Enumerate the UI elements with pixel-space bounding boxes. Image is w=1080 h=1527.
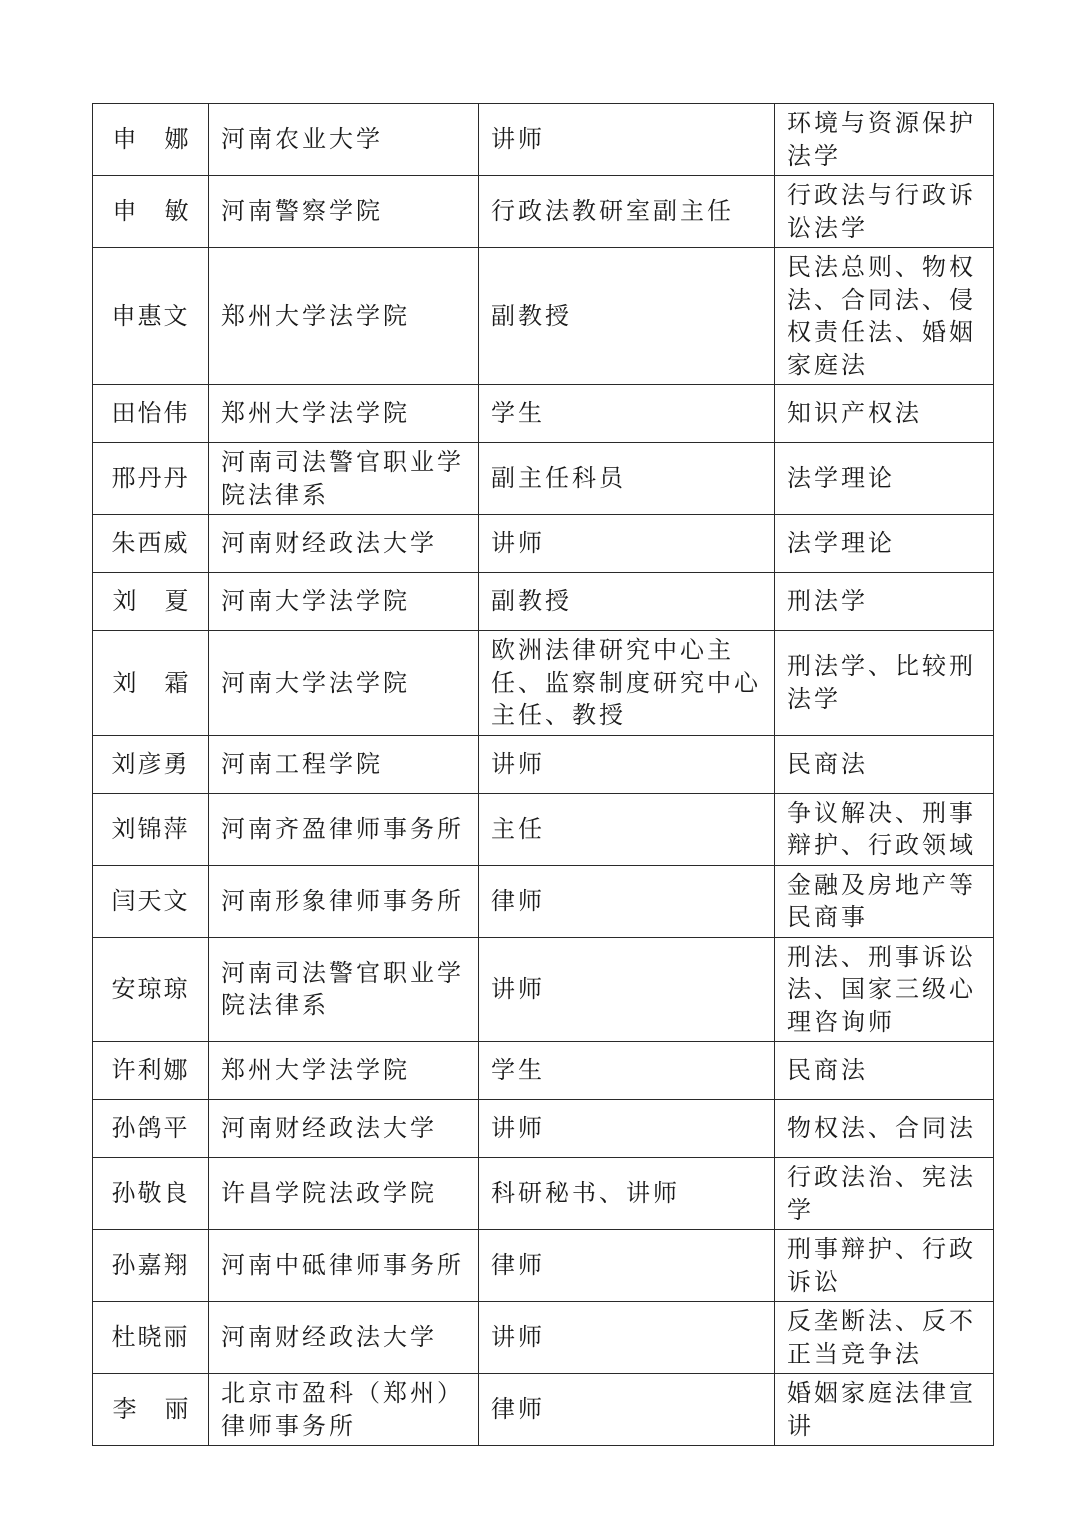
org-cell: 河南司法警官职业学院法律系: [209, 443, 479, 515]
table-row: [93, 865, 994, 937]
org-cell: 北京市盈科（郑州）律师事务所: [209, 1374, 479, 1446]
org-cell: 河南工程学院: [209, 735, 479, 793]
title-cell: 律师: [479, 865, 775, 937]
table-row: [93, 1100, 994, 1158]
roster-table: [92, 103, 994, 1446]
field-cell: 知识产权法: [775, 385, 994, 443]
field-cell: 反垄断法、反不正当竞争法: [775, 1302, 994, 1374]
org-cell: 河南形象律师事务所: [209, 865, 479, 937]
field-cell: 行政法与行政诉讼法学: [775, 176, 994, 248]
table-row: [93, 1158, 994, 1230]
title-cell: 副教授: [479, 248, 775, 385]
org-cell: 河南农业大学: [209, 104, 479, 176]
org-cell: 河南大学法学院: [209, 631, 479, 736]
name-cell: 孙敬良: [93, 1158, 209, 1230]
org-cell: 河南财经政法大学: [209, 1302, 479, 1374]
title-cell: 行政法教研室副主任: [479, 176, 775, 248]
field-cell: 刑法学: [775, 573, 994, 631]
title-cell: 讲师: [479, 104, 775, 176]
title-cell: 学生: [479, 385, 775, 443]
org-cell: 郑州大学法学院: [209, 1042, 479, 1100]
title-cell: 讲师: [479, 1100, 775, 1158]
name-cell: 申 敏: [93, 176, 209, 248]
name-cell: 闫天文: [93, 865, 209, 937]
field-cell: 刑法、刑事诉讼法、国家三级心理咨询师: [775, 937, 994, 1042]
org-cell: 郑州大学法学院: [209, 248, 479, 385]
name-cell: 孙鸽平: [93, 1100, 209, 1158]
field-cell: 争议解决、刑事辩护、行政领域: [775, 793, 994, 865]
field-cell: 法学理论: [775, 443, 994, 515]
field-cell: 行政法治、宪法学: [775, 1158, 994, 1230]
name-cell: 申 娜: [93, 104, 209, 176]
field-cell: 刑法学、比较刑法学: [775, 631, 994, 736]
name-cell: 刘锦萍: [93, 793, 209, 865]
table-row: [93, 515, 994, 573]
name-cell: 田怡伟: [93, 385, 209, 443]
table-row: [93, 104, 994, 176]
org-cell: 河南财经政法大学: [209, 515, 479, 573]
title-cell: 讲师: [479, 937, 775, 1042]
title-cell: 欧洲法律研究中心主任、监察制度研究中心主任、教授: [479, 631, 775, 736]
table-row: [93, 248, 994, 385]
org-cell: 河南财经政法大学: [209, 1100, 479, 1158]
org-cell: 许昌学院法政学院: [209, 1158, 479, 1230]
table-row: [93, 735, 994, 793]
field-cell: 刑事辩护、行政诉讼: [775, 1230, 994, 1302]
title-cell: 主任: [479, 793, 775, 865]
table-row: [93, 443, 994, 515]
name-cell: 刘彦勇: [93, 735, 209, 793]
org-cell: 郑州大学法学院: [209, 385, 479, 443]
org-cell: 河南齐盈律师事务所: [209, 793, 479, 865]
name-cell: 安琼琼: [93, 937, 209, 1042]
table-row: [93, 1042, 994, 1100]
org-cell: 河南警察学院: [209, 176, 479, 248]
title-cell: 科研秘书、讲师: [479, 1158, 775, 1230]
table-row: [93, 1230, 994, 1302]
org-cell: 河南大学法学院: [209, 573, 479, 631]
title-cell: 副教授: [479, 573, 775, 631]
name-cell: 邢丹丹: [93, 443, 209, 515]
table-row: [93, 1302, 994, 1374]
title-cell: 讲师: [479, 1302, 775, 1374]
table-row: [93, 793, 994, 865]
title-cell: 讲师: [479, 735, 775, 793]
title-cell: 讲师: [479, 515, 775, 573]
table-row: [93, 573, 994, 631]
title-cell: 律师: [479, 1230, 775, 1302]
table-row: [93, 631, 994, 736]
title-cell: 学生: [479, 1042, 775, 1100]
table-row: [93, 937, 994, 1042]
table-row: [93, 1374, 994, 1446]
name-cell: 刘 霜: [93, 631, 209, 736]
name-cell: 许利娜: [93, 1042, 209, 1100]
title-cell: 副主任科员: [479, 443, 775, 515]
field-cell: 民商法: [775, 1042, 994, 1100]
field-cell: 物权法、合同法: [775, 1100, 994, 1158]
table-row: [93, 385, 994, 443]
field-cell: 法学理论: [775, 515, 994, 573]
name-cell: 杜晓丽: [93, 1302, 209, 1374]
org-cell: 河南司法警官职业学院法律系: [209, 937, 479, 1042]
org-cell: 河南中砥律师事务所: [209, 1230, 479, 1302]
field-cell: 环境与资源保护法学: [775, 104, 994, 176]
table-row: [93, 176, 994, 248]
name-cell: 刘 夏: [93, 573, 209, 631]
name-cell: 李 丽: [93, 1374, 209, 1446]
name-cell: 孙嘉翔: [93, 1230, 209, 1302]
field-cell: 民法总则、物权法、合同法、侵权责任法、婚姻家庭法: [775, 248, 994, 385]
name-cell: 申惠文: [93, 248, 209, 385]
title-cell: 律师: [479, 1374, 775, 1446]
name-cell: 朱西威: [93, 515, 209, 573]
field-cell: 金融及房地产等民商事: [775, 865, 994, 937]
field-cell: 民商法: [775, 735, 994, 793]
field-cell: 婚姻家庭法律宣讲: [775, 1374, 994, 1446]
